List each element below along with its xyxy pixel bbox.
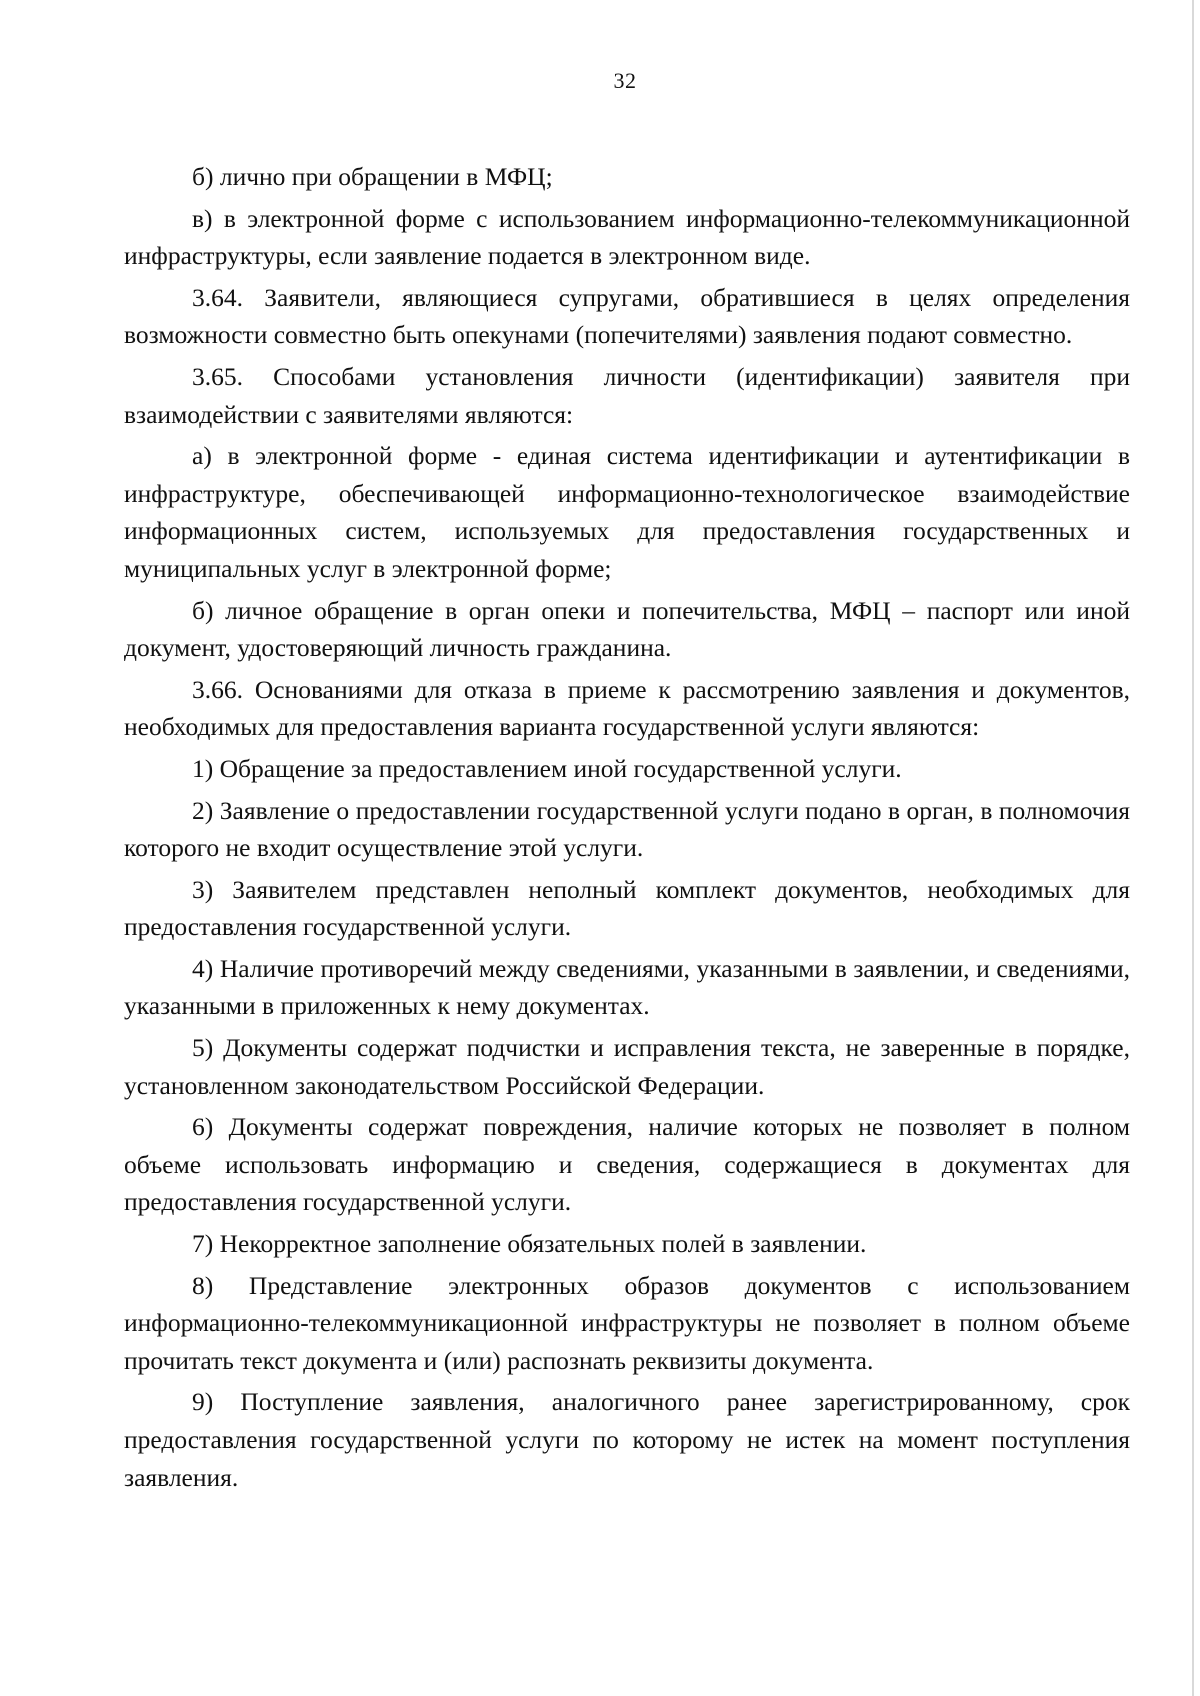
paragraph-item-b-personal: б) лично при обращении в МФЦ; (192, 162, 553, 191)
list-item-5: 5) Документы содержат подчистки и исправления текста, не заверенные в порядке, установленном законодательством Российской Федерации. (124, 1033, 1130, 1100)
list-item-4: 4) Наличие противоречий между сведениями, указанными в заявлении, и сведениями, указанными в приложенных к нему документах. (124, 953, 1130, 1021)
paragraph-3-64: 3.64. Заявители, являющиеся супругами, обратившиеся в целях определения возможности совместно быть опекунами (попечителями) заявления подают совместно. (124, 282, 1130, 350)
paragraph-item-b-personal-visit: б) личное обращение в орган опеки и попечительства, МФЦ – паспорт или иной документ, удостоверяющий личность гражданина. (124, 595, 1130, 663)
list-item-3: 3) Заявителем представлен неполный комплект документов, необходимых для предоставления государственной услуги. (124, 874, 1130, 942)
list-item-1: 1) Обращение за предоставлением иной государственной услуги. (192, 753, 902, 783)
paragraph-3-66: 3.66. Основаниями для отказа в приеме к рассмотрению заявления и документов, необходимых для предоставления варианта государственной услуги являются: (124, 674, 1130, 742)
list-item-6: 6) Документы содержат повреждения, наличие которых не позволяет в полном объеме использовать информацию и сведения, содержащиеся в документах для предоставления государственной услуги. (124, 1112, 1130, 1217)
paragraph-item-a-electronic-id: а) в электронной форме - единая система идентификации и аутентификации в инфраструктуре, обеспечивающей информационно-технологическое взаимодействие информационных систем, используемых для предоставления государственных и муниципальных услуг в электронной форме; (124, 441, 1130, 583)
paragraph-item-v-electronic: в) в электронной форме с использованием информационно-телекоммуникационной инфраструктуры, если заявление подается в электронном виде. (124, 203, 1130, 271)
list-item-9: 9) Поступление заявления, аналогичного ранее зарегистрированному, срок предоставления государственной услуги по которому не истек на момент поступления заявления. (124, 1387, 1130, 1492)
page-number: 32 (613, 68, 637, 93)
paragraph-3-65: 3.65. Способами установления личности (идентификации) заявителя при взаимодействии с заявителями являются: (124, 361, 1130, 429)
list-item-2: 2) Заявление о предоставлении государственной услуги подано в орган, в полномочия которого не входит осуществление этой услуги. (124, 795, 1130, 863)
page-edge-line (1192, 0, 1194, 1696)
document-body (124, 158, 1130, 1500)
list-item-8: 8) Представление электронных образов документов с использованием информационно-телекоммуникационной инфраструктуры не позволяет в полном объеме прочитать текст документа и (или) распознать реквизиты документа. (124, 1270, 1130, 1375)
list-item-7: 7) Некорректное заполнение обязательных полей в заявлении. (192, 1229, 867, 1259)
